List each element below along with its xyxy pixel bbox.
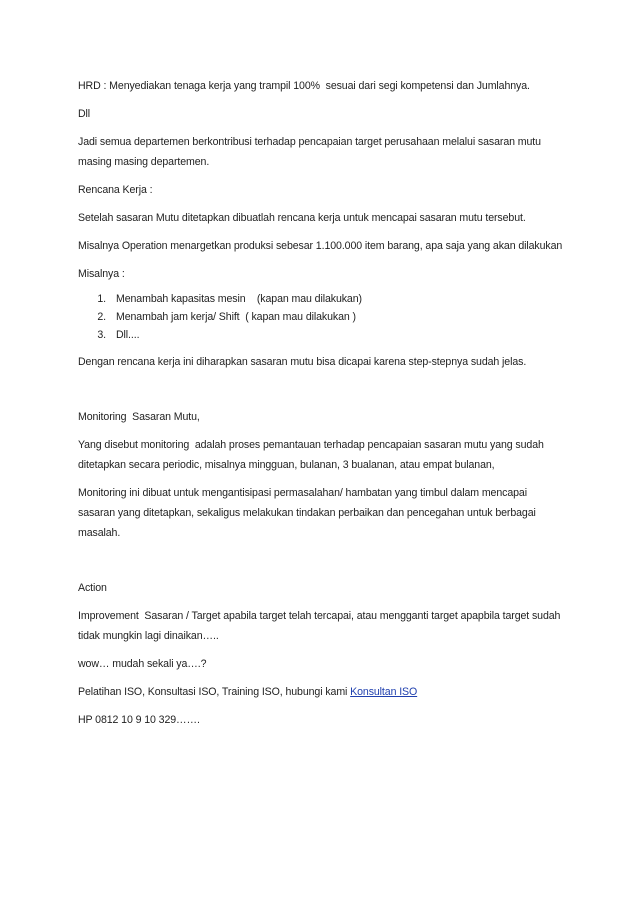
list-item: [78, 290, 566, 308]
list-item-text: Dll....: [116, 329, 140, 341]
paragraph-dll: Dll: [78, 108, 91, 120]
heading-monitoring: Monitoring Sasaran Mutu,: [78, 411, 200, 423]
paragraph-misalnya: Misalnya :: [78, 268, 125, 280]
paragraph-hrd: HRD : Menyediakan tenaga kerja yang trampil 100% sesuai dari segi kompetensi dan Jumlahnya.: [78, 80, 530, 92]
paragraph-misalnya-operation: Misalnya Operation menargetkan produksi sebesar 1.100.000 item barang, apa saja yang akan dilakukan: [78, 240, 563, 252]
document-body: [78, 76, 566, 738]
list-item: [78, 326, 566, 344]
blank-line: [78, 380, 566, 407]
list-item-text: Menambah kapasitas mesin (kapan mau dilakukan): [116, 293, 362, 305]
numbered-list: [78, 290, 566, 344]
paragraph-wow: wow… mudah sekali ya….?: [78, 658, 207, 670]
paragraph-dengan: Dengan rencana kerja ini diharapkan sasaran mutu bisa dicapai karena step-stepnya sudah jelas.: [78, 356, 527, 368]
heading-action: Action: [78, 582, 107, 594]
konsultan-iso-link[interactable]: Konsultan ISO: [350, 686, 418, 698]
list-item: [78, 308, 566, 326]
paragraph-hp: HP 0812 10 9 10 329…….: [78, 714, 200, 726]
paragraph-setelah: Setelah sasaran Mutu ditetapkan dibuatlah rencana kerja untuk mencapai sasaran mutu tersebut.: [78, 212, 526, 224]
paragraph-improvement: Improvement Sasaran / Target apabila target telah tercapai, atau mengganti target apapbila target sudah tidak mungkin lagi dinaikan…..: [78, 610, 564, 642]
blank-line: [78, 551, 566, 578]
list-item-text: Menambah jam kerja/ Shift ( kapan mau dilakukan ): [116, 311, 356, 323]
paragraph-pelatihan: [78, 682, 566, 702]
paragraph-yang-disebut: Yang disebut monitoring adalah proses pemantauan terhadap pencapaian sasaran mutu yang sudah ditetapkan secara periodic, misalnya mingguan, bulanan, 3 bualanan, atau empat bulanan,: [78, 439, 547, 471]
pelatihan-text: Pelatihan ISO, Konsultasi ISO, Training ISO, hubungi kami: [78, 686, 351, 698]
list-item-number: 1.: [97, 293, 106, 305]
paragraph-jadi: Jadi semua departemen berkontribusi terhadap pencapaian target perusahaan melalui sasaran mutu masing masing departemen.: [78, 136, 541, 168]
list-item-number: 3.: [97, 329, 106, 341]
heading-rencana-kerja: Rencana Kerja :: [78, 184, 153, 196]
paragraph-monitoring-ini: Monitoring ini dibuat untuk mengantisipasi permasalahan/ hambatan yang timbul dalam mencapai sasaran yang ditetapkan, sekaligus melakukan tindakan perbaikan dan pencegahan untuk berbagai masalah.: [78, 487, 536, 539]
list-item-number: 2.: [97, 311, 106, 323]
